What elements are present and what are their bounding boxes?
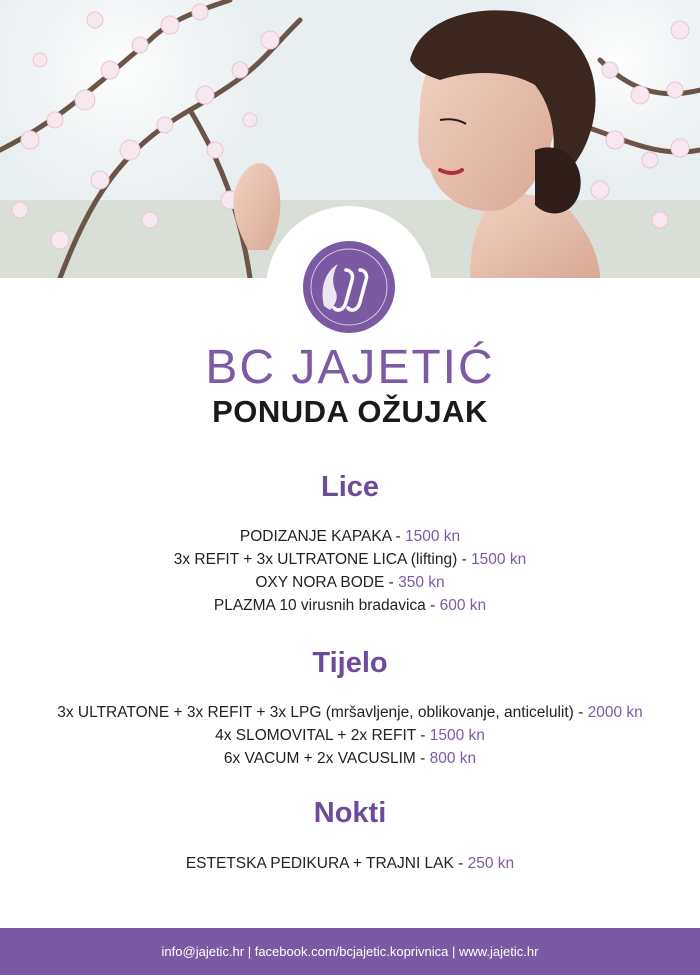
- service-item: [0, 852, 700, 875]
- service-name: PODIZANJE KAPAKA -: [239, 528, 405, 545]
- service-item: [0, 701, 700, 724]
- service-price: 250 kn: [467, 855, 515, 872]
- service-name: 3x REFIT + 3x ULTRATONE LICA (lifting) -: [173, 551, 472, 568]
- section-lice: [0, 470, 700, 617]
- service-price: 1500 kn: [471, 551, 527, 568]
- brand-title: BC JAJETIĆ: [205, 341, 495, 394]
- service-price: 1500 kn: [404, 528, 461, 545]
- section-tijelo: [0, 646, 700, 770]
- service-name: OXY NORA BODE -: [255, 574, 399, 591]
- service-price: 800 kn: [429, 750, 477, 767]
- offer-subtitle: PONUDA OŽUJAK: [212, 394, 488, 429]
- section-title-tijelo: Tijelo: [312, 647, 388, 679]
- service-item: [0, 571, 700, 594]
- contact-footer: info@jajetic.hr | facebook.com/bcjajetic.koprivnica | www.jajetic.hr: [0, 928, 700, 975]
- service-item: [0, 525, 700, 548]
- service-name: ESTETSKA PEDIKURA + TRAJNI LAK -: [185, 855, 468, 872]
- service-item: [0, 747, 700, 770]
- service-name: 6x VACUM + 2x VACUSLIM -: [223, 750, 430, 767]
- jj-logo-icon: [302, 240, 396, 334]
- service-name: PLAZMA 10 virusnih bradavica -: [213, 597, 440, 614]
- service-item: [0, 724, 700, 747]
- service-price: 600 kn: [439, 597, 487, 614]
- section-nokti: [0, 796, 700, 875]
- section-title-nokti: Nokti: [313, 797, 387, 829]
- section-title-lice: Lice: [320, 471, 380, 503]
- service-price: 350 kn: [398, 574, 445, 591]
- service-price: 2000 kn: [587, 704, 643, 721]
- service-item: [0, 548, 700, 571]
- service-item: [0, 594, 700, 617]
- service-name: 3x ULTRATONE + 3x REFIT + 3x LPG (mršavljenje, oblikovanje, anticelulit) -: [57, 704, 588, 721]
- service-list-tijelo: [0, 701, 700, 770]
- service-name: 4x SLOMOVITAL + 2x REFIT -: [215, 727, 430, 744]
- service-list-nokti: [0, 852, 700, 875]
- service-list-lice: [0, 525, 700, 617]
- service-price: 1500 kn: [429, 727, 485, 744]
